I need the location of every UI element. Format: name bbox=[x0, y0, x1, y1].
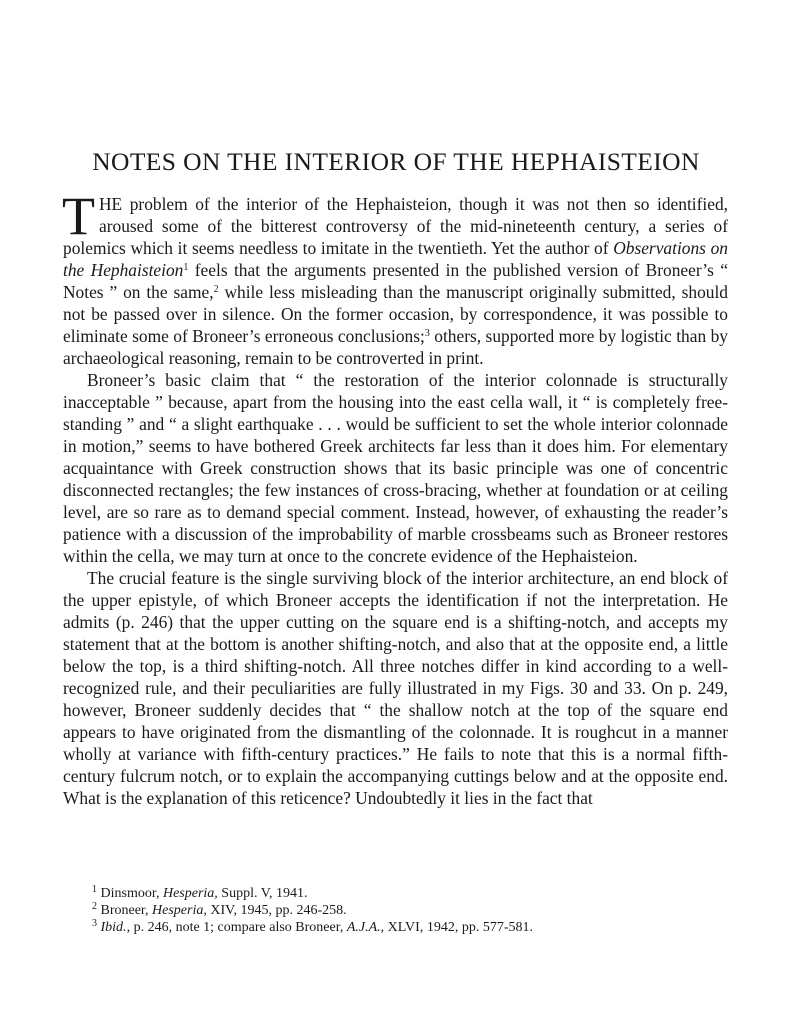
footnote-3: $^3$ Ibid., p. 246, note 1; compare also Broneer, A.J.A., XLVI, 1942, pp. 577-581. bbox=[92, 918, 533, 935]
footnote-ref-2[interactable]: 2 bbox=[213, 284, 219, 295]
footnote-2: $^2$ Broneer, Hesperia, XIV, 1945, pp. 246-258. bbox=[92, 901, 347, 918]
paragraph-2: Broneer’s basic claim that “ the restoration of the interior colonnade is structurally inacceptable ” because, apart from the housing into the east cella wall, it “ is completely free-standing ” and “ a slight earthquake . . . would be sufficient to set the whole interior colonnade in motion,” seems to have bothered Greek architects far less than it does him. For elementary acquaintance with Greek construction shows that its basic principle was one of concentric disconnected rectangles; the few instances of cross-bracing, whether at foundation or at ceiling level, are so rare as to demand special comment. Instead, however, of exhausting the reader’s patience with a discussion of the improbability of marble crossbeams such as Broneer restores within the cella, we may turn at once to the concrete evidence of the Hephaisteion. bbox=[63, 370, 728, 566]
paragraph-3: The crucial feature is the single surviving block of the interior architecture, an end block of the upper epistyle, of which Broneer accepts the identification if not the interpretation. He admits (p. 246) that the upper cutting on the square end is a shifting-notch, and accepts my statement that at the bottom is another shifting-notch, and also that at the opposite end, a little below the top, is a third shifting-notch. All three notches differ in kind according to a well-recognized rule, and their peculiarities are fully illustrated in my Figs. 30 and 33. On p. 249, however, Broneer suddenly decides that “ the shallow notch at the top of the square end appears to have originated from the dismantling of the colonnade. It is roughcut in a manner wholly at variance with fifth-century practices.” He fails to note that this is a normal fifth-century fulcrum notch, or to explain the accompanying cuttings below and at the opposite end. What is the explanation of this reticence? Undoubtedly it lies in the fact that bbox=[63, 568, 728, 808]
footnote-1: $^1$ Dinsmoor, Hesperia, Suppl. V, 1941. bbox=[92, 884, 308, 901]
body-text bbox=[62, 186, 728, 809]
drop-cap: T bbox=[62, 186, 95, 246]
page-title: NOTES ON THE INTERIOR OF THE HEPHAISTEION bbox=[92, 147, 700, 176]
footnotes bbox=[92, 885, 732, 936]
cited-title: Observations on the Hephaisteion bbox=[63, 238, 728, 280]
footnote-ref-1[interactable]: 1 bbox=[183, 262, 189, 273]
footnote-ref-3[interactable]: 3 bbox=[424, 328, 430, 339]
paragraph-1: THE problem of the interior of the Hephaisteion, though it was not then so identified, aroused some of the bitterest controversy of the mid-nineteenth century, a series of polemics which it seems needless to imitate in the twentieth. Yet the author of Observations on the Hephaisteion$^1$ feels that the arguments presented in the published version of Broneer’s “ Notes ” on the same,$^2$ while less misleading than the manuscript originally submitted, should not be passed over in silence. On the former occasion, by correspondence, it was possible to eliminate some of Broneer’s erroneous conclusions;$^3$ others, supported more by logistic than by archaeological reasoning, remain to be controverted in print. bbox=[62, 186, 728, 368]
